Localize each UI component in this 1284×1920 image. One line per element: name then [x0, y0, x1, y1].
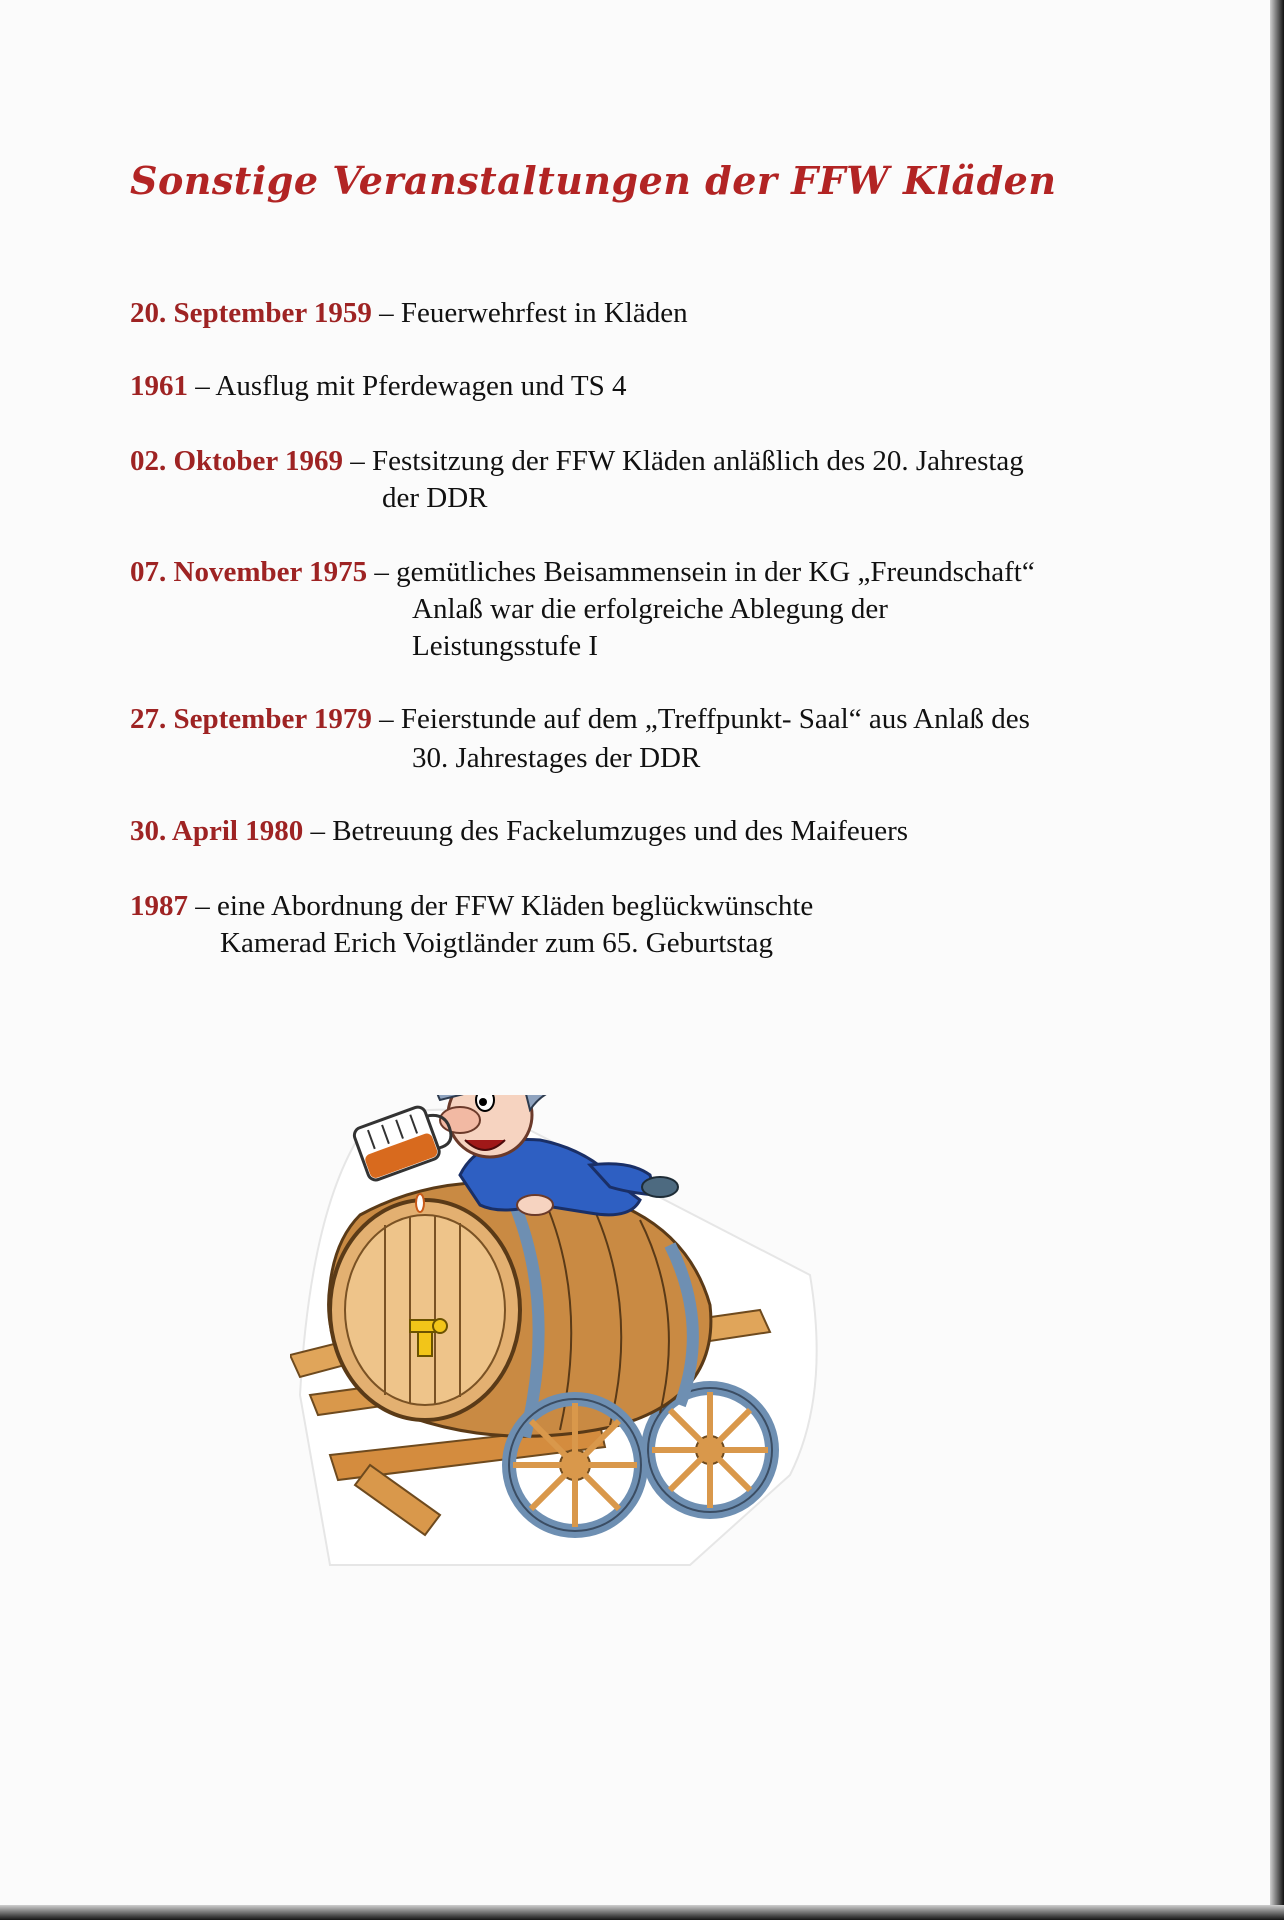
event-entry-continuation: [412, 740, 700, 777]
event-date: 20. September 1959: [130, 297, 372, 329]
event-separator: –: [379, 297, 394, 329]
scan-edge-bottom: [0, 1905, 1284, 1920]
event-date: 07. November 1975: [130, 556, 368, 588]
event-text: Feierstunde auf dem „Treffpunkt- Saal“ aus Anlaß des: [400, 703, 1030, 735]
event-text: Betreuung des Fackelumzuges und des Maifeuers: [332, 815, 909, 847]
event-text: 30. Jahrestages der DDR: [412, 742, 701, 774]
event-date: 30. April 1980: [130, 815, 304, 847]
event-entry-continuation: [412, 591, 888, 628]
event-text: Kamerad Erich Voigtländer zum 65. Geburtstag: [220, 927, 773, 959]
event-date: 02. Oktober 1969: [130, 445, 343, 477]
event-text: gemütliches Beisammensein in der KG „Freundschaft“: [396, 556, 1035, 588]
event-entry: [130, 295, 688, 332]
event-entry: [130, 701, 1030, 738]
scan-edge-right: [1270, 0, 1284, 1920]
event-entry-continuation: [412, 628, 598, 665]
event-text: Festsitzung der FFW Kläden anläßlich des 20. Jahrestag: [371, 445, 1024, 477]
event-entry: [130, 813, 908, 850]
event-text: Leistungsstufe I: [412, 630, 599, 662]
event-entry: [130, 554, 1035, 591]
event-separator: –: [350, 445, 365, 477]
event-entry: [130, 368, 626, 405]
event-text: eine Abordnung der FFW Kläden beglückwünschte: [217, 890, 814, 922]
event-text: Anlaß war die erfolgreiche Ablegung der: [412, 593, 888, 625]
event-entry: [130, 443, 1024, 480]
event-text: der DDR: [382, 482, 488, 514]
event-date: 1961: [130, 370, 188, 402]
event-text: Feuerwehrfest in Kläden: [400, 297, 688, 329]
event-date: 1987: [130, 890, 188, 922]
event-entry-continuation: [382, 480, 488, 517]
event-separator: –: [374, 556, 389, 588]
event-separator: –: [195, 890, 210, 922]
event-date: 27. September 1979: [130, 703, 372, 735]
page-title: Sonstige Veranstaltungen der FFW Kläden: [130, 158, 1057, 203]
event-entry-continuation: [220, 925, 773, 962]
event-separator: –: [195, 370, 210, 402]
event-separator: –: [310, 815, 325, 847]
event-entry: [130, 888, 813, 925]
cartoon-man-on-beer-barrel-cart-icon: [290, 1095, 840, 1585]
event-separator: –: [379, 703, 394, 735]
event-text: Ausflug mit Pferdewagen und TS 4: [215, 370, 627, 402]
